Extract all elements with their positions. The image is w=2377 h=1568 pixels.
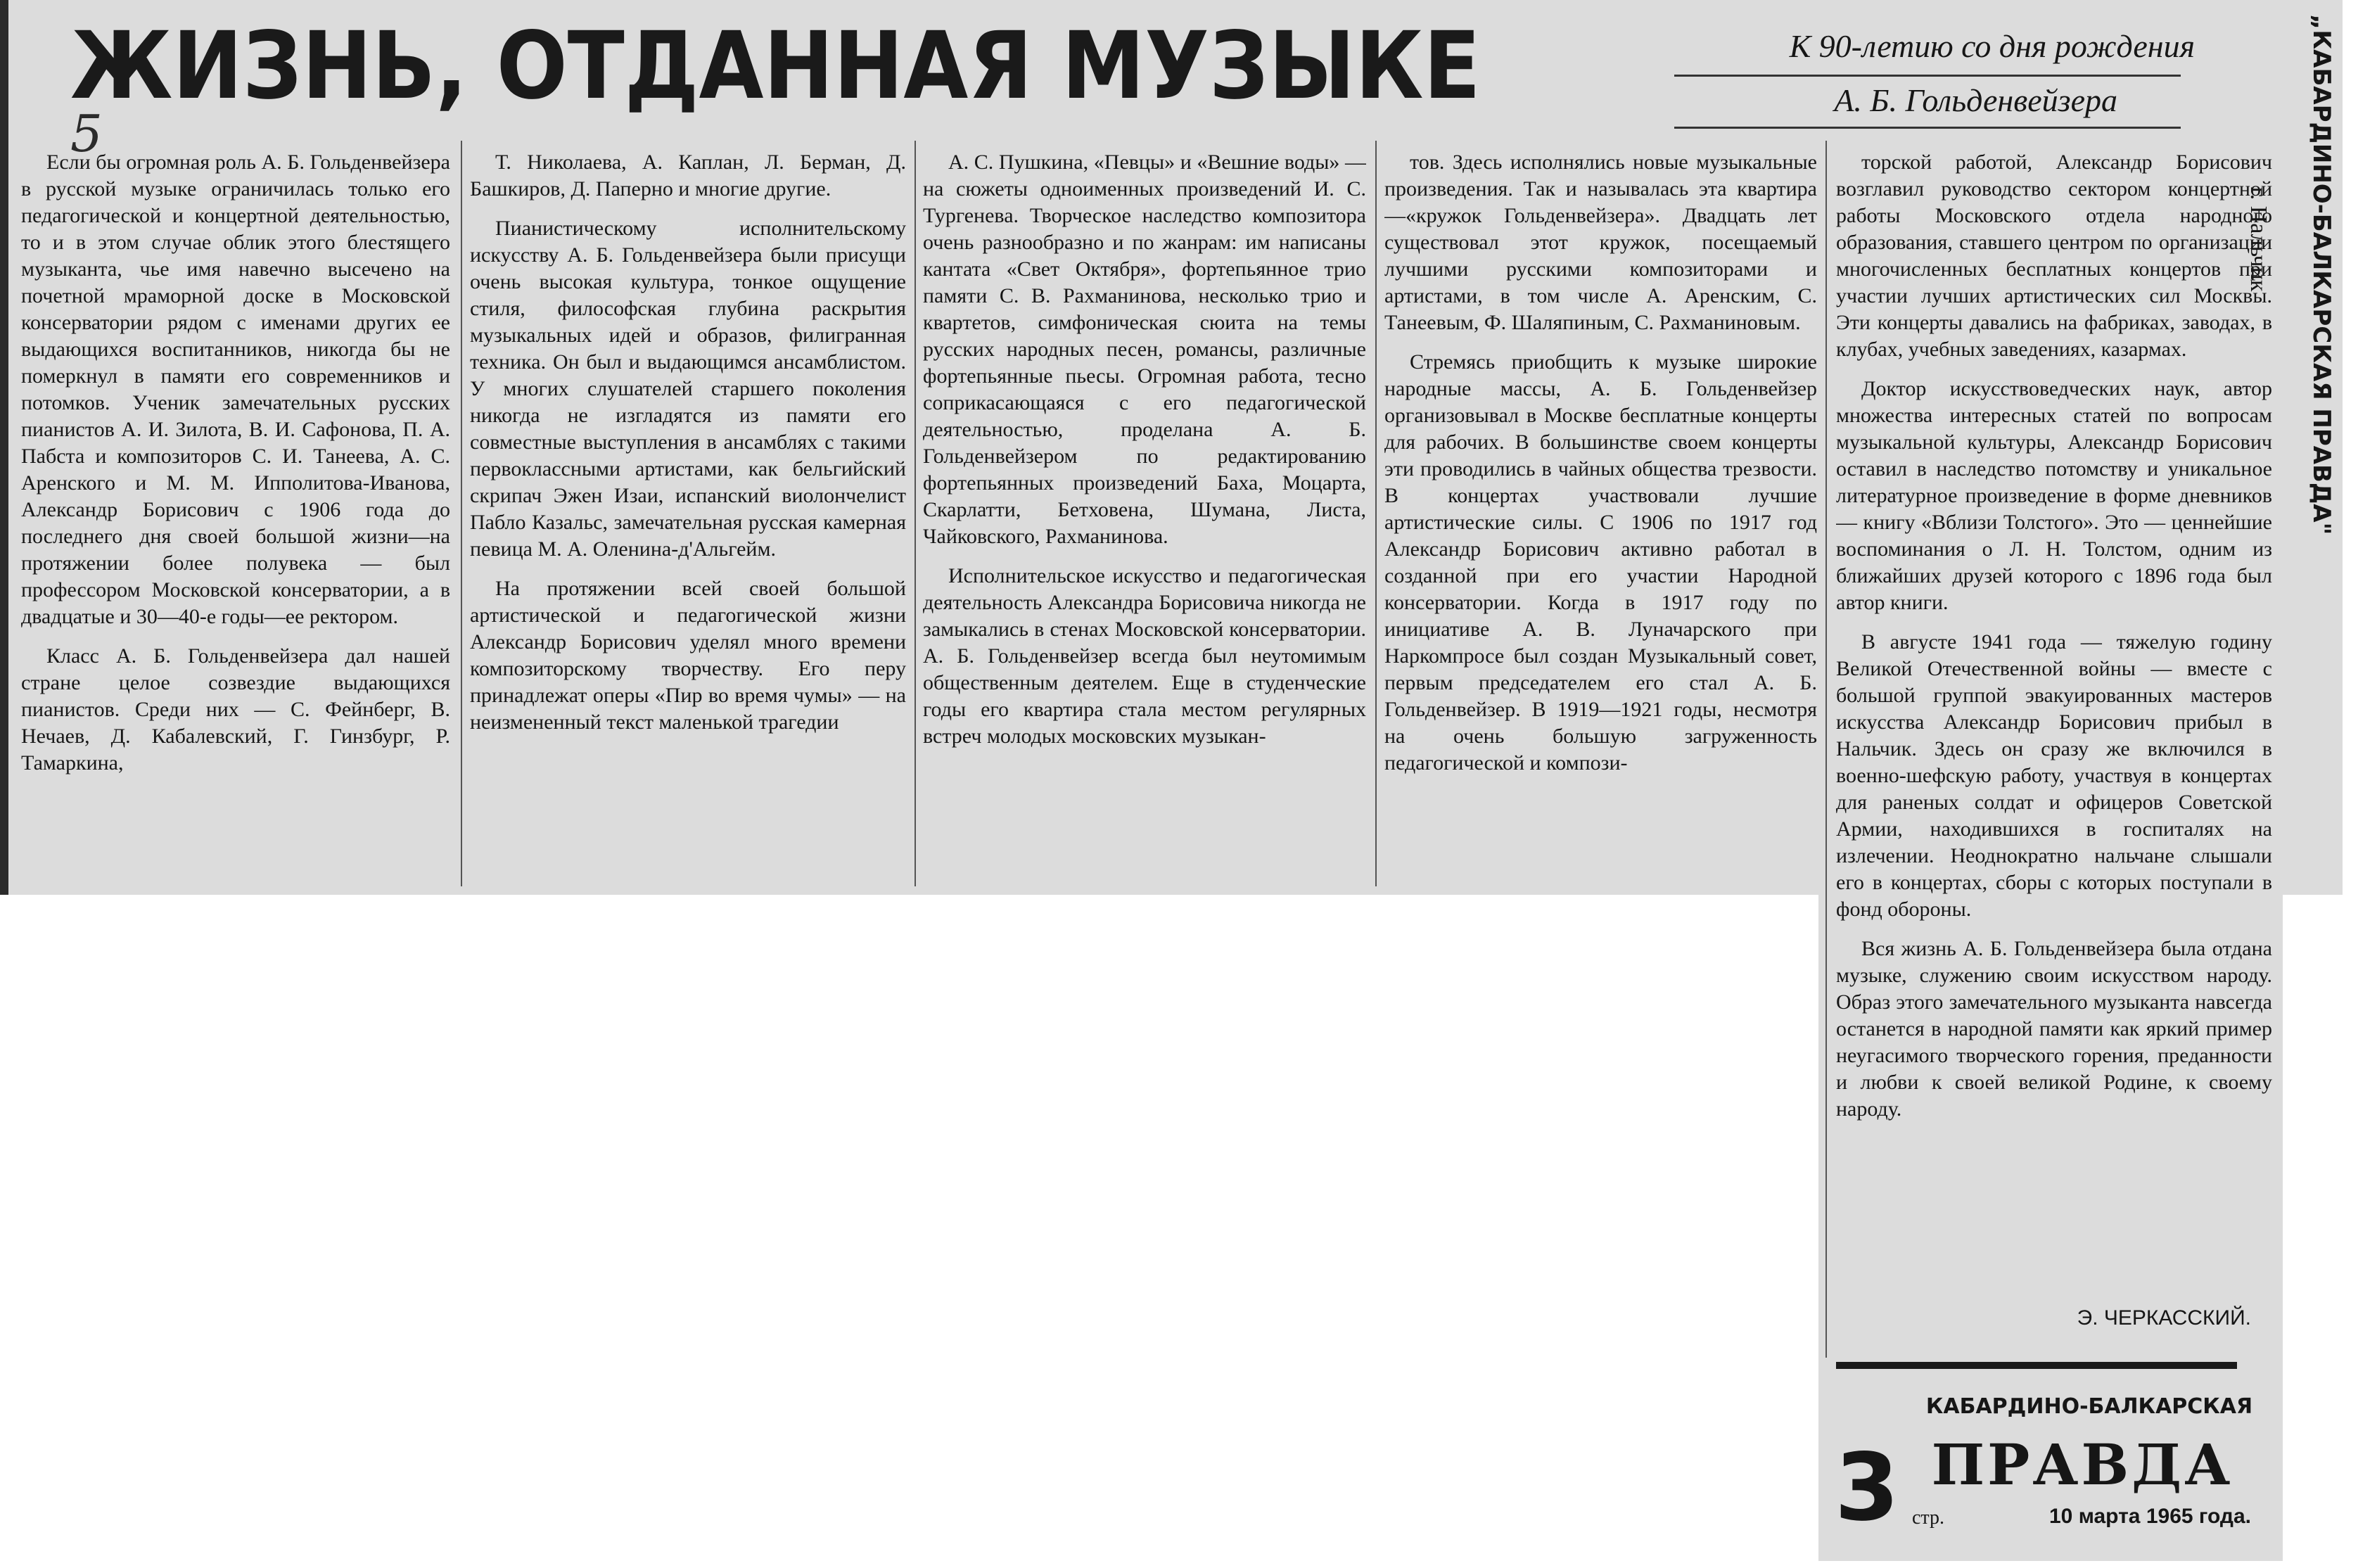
article-column-1	[21, 149, 450, 888]
article-paragraph: Класс А. Б. Гольденвейзера дал нашей стране целое созвездие выдающихся пианистов. Среди них — С. Фейнберг, В. Нечаев, Д. Кабалевский, Г. Гинзбург, Р. Тамаркина,	[21, 644, 450, 775]
kicker-rule	[1674, 75, 2181, 77]
article-paragraph: Исполнительское искусство и педагогическая деятельность Александра Борисовича никогда не замыкались в стенах Московской консерватории. А. Б. Гольденвейзер всегда был неутомимым общественным деятелем. Еще в студенческие годы его квартира стала местом регулярных встреч молодых московских музыкан-	[923, 564, 1366, 748]
article-paragraph: Стремясь приобщить к музыке широкие народные массы, А. Б. Гольденвейзер организовывал в Москве бесплатные концерты для рабочих. В большинстве своем концерты эти проводились в чайных общества трезвости. В концертах участвовали лучшие артистические силы. С 1906 по 1917 год Александр Борисович активно работал в созданной при его участии Народной консерватории. Когда в 1917 году по инициативе А. В. Луначарского при Наркомпросе был создан Музыкальный совет, первым председателем его стал А. Б. Гольденвейзер. В 1919—1921 годы, несмотря на очень большую загруженность педагогической и компози-	[1384, 350, 1817, 775]
article-headline: ЖИЗНЬ, ОТДАННАЯ МУЗЫКЕ	[70, 12, 1481, 120]
clipping-left-edge	[0, 0, 8, 895]
masthead-date: 10 марта 1965 года.	[2049, 1505, 2251, 1528]
stamp-city: г. Нальчик	[2245, 186, 2271, 292]
masthead-page-label: стр.	[1912, 1507, 1945, 1529]
author-signature: Э. ЧЕРКАССКИЙ.	[2077, 1306, 2251, 1330]
article-paragraph: Вся жизнь А. Б. Гольденвейзера была отдана музыке, служению своим искусством народу. Образ этого замечательного музыканта навсегда останется в народной памяти как яркий пример неугасимого творческого горения, преданности и любви к своей великой Родине, к своему народу.	[1836, 937, 2272, 1121]
masthead-page-number: 3	[1835, 1434, 1899, 1542]
article-column-4	[1384, 149, 1817, 888]
masthead-rule	[1836, 1362, 2237, 1369]
handwritten-mark: 5	[70, 104, 103, 163]
article-paragraph: Если бы огромная роль А. Б. Гольденвейзера в русской музыке ограничилась только его педагогической и концертной деятельностью, то и в этом случае облик этого блестящего музыканта, чье имя навечно высечено на почетной мраморной доске в Московской консерватории рядом с именами других ее выдающихся воспитанников, никогда бы не померкнул в памяти его современников и потомков. Ученик замечательных русских пианистов А. И. Зилота, В. И. Сафонова, П. А. Пабста и композиторов С. И. Танеева, А. С. Аренского и М. М. Ипполитова-Иванова, Александр Борисович с 1906 года до последнего дня своей большой жизни—на протяжении более полувека — был профессором Московской консерватории, а в двадцатые и 30—40-е годы—ее ректором.	[21, 151, 450, 628]
column-rule	[915, 141, 916, 886]
anniversary-kicker: К 90-летию со дня рождения	[1789, 28, 2195, 64]
article-paragraph: В августе 1941 года — тяжелую годину Великой Отечественной войны — вместе с большой группой эвакуированных мастеров искусства Александр Борисович прибыл в Нальчик. Здесь он сразу же включился в военно-шефскую работу, участвуя в концертах для раненых солдат и офицеров Советской Армии, находившихся в госпиталях на излечении. Неоднократно нальчане слышали его в концертах, сборы с которых поступали в фонд обороны.	[1836, 630, 2272, 921]
article-column-5	[1836, 149, 2272, 1292]
kicker-rule-bottom	[1674, 127, 2181, 129]
column-rule	[1375, 141, 1377, 886]
article-paragraph: А. С. Пушкина, «Певцы» и «Вешние воды» — на сюжеты одноименных произведений И. С. Тургенева. Творческое наследство композитора очень разнообразно и по жанрам: им написаны кантата «Свет Октября», фортепьянное трио памяти С. В. Рахманинова, несколько трио и квартетов, симфоническая сюита на темы русских народных песен, романсы, различные фортепьянные пьесы. Огромная работа, тесно соприкасающаяся с его педагогической деятельностью, проделана А. Б. Гольденвейзером по редактированию фортепьянных произведений Баха, Моцарта, Скарлатти, Бетховена, Шумана, Листа, Чайковского, Рахманинова.	[923, 151, 1366, 548]
article-paragraph: торской работой, Александр Борисович возглавил руководство сектором концертной работы Московского отдела народного образования, ставшего центром по организации многочисленных бесплатных концертов при участии лучших артистических сил Москвы. Эти концерты давались на фабриках, заводах, в клубах, учебных заведениях, казармах.	[1836, 151, 2272, 361]
column-rule	[1825, 141, 1827, 1358]
article-paragraph: На протяжении всей своей большой артистической и педагогической жизни Александр Борисович уделял много времени композиторскому творчеству. Его перу принадлежат оперы «Пир во время чумы» — на неизмененный текст маленькой трагедии	[470, 577, 906, 734]
article-paragraph: Пианистическому исполнительскому искусству А. Б. Гольденвейзера были присущи очень высокая культура, тонкое ощущение стиля, философская глубина раскрытия музыкальных идей и образов, филигранная техника. Он был и выдающимся ансамблистом. У многих слушателей старшего поколения никогда не изгладятся из памяти его совместные выступления в ансамблях с такими первоклассными артистами, как бельгийский скрипач Эжен Изаи, испанский виолончелист Пабло Казальс, замечательная русская камерная певица М. А. Оленина-д'Альгейм.	[470, 217, 906, 561]
column-rule	[461, 141, 462, 886]
article-paragraph: тов. Здесь исполнялись новые музыкальные произведения. Так и называлась эта квартира—«кружок Гольденвейзера». Двадцать лет существовал этот кружок, посещаемый лучшими русскими композиторами и артистами, в том числе А. Аренским, С. Танеевым, Ф. Шаляпиным, С. Рахманиновым.	[1384, 151, 1817, 334]
article-paragraph: Доктор искусствоведческих наук, автор множества интересных статей по вопросам музыкальной культуры, Александр Борисович оставил в наследство потомству и уникальное литературное произведение в форме дневников — книгу «Вблизи Толстого». Это — ценнейшие воспоминания о Л. Н. Толстом, одним из ближайших друзей которого с 1896 года был автор книги.	[1836, 377, 2272, 614]
masthead-region: КАБАРДИНО-БАЛКАРСКАЯ	[1925, 1394, 2253, 1419]
article-column-2	[470, 149, 906, 888]
stamp-newspaper-name: „КАБАРДИНО-БАЛКАРСКАЯ ПРАВДА"	[2307, 14, 2335, 535]
masthead-newspaper-name: ПРАВДА	[1931, 1432, 2233, 1498]
article-column-3	[923, 149, 1366, 888]
kicker-subject-name: А. Б. Гольденвейзера	[1834, 82, 2117, 118]
article-paragraph: Т. Николаева, А. Каплан, Л. Берман, Д. Башкиров, Д. Паперно и многие другие.	[470, 151, 906, 200]
